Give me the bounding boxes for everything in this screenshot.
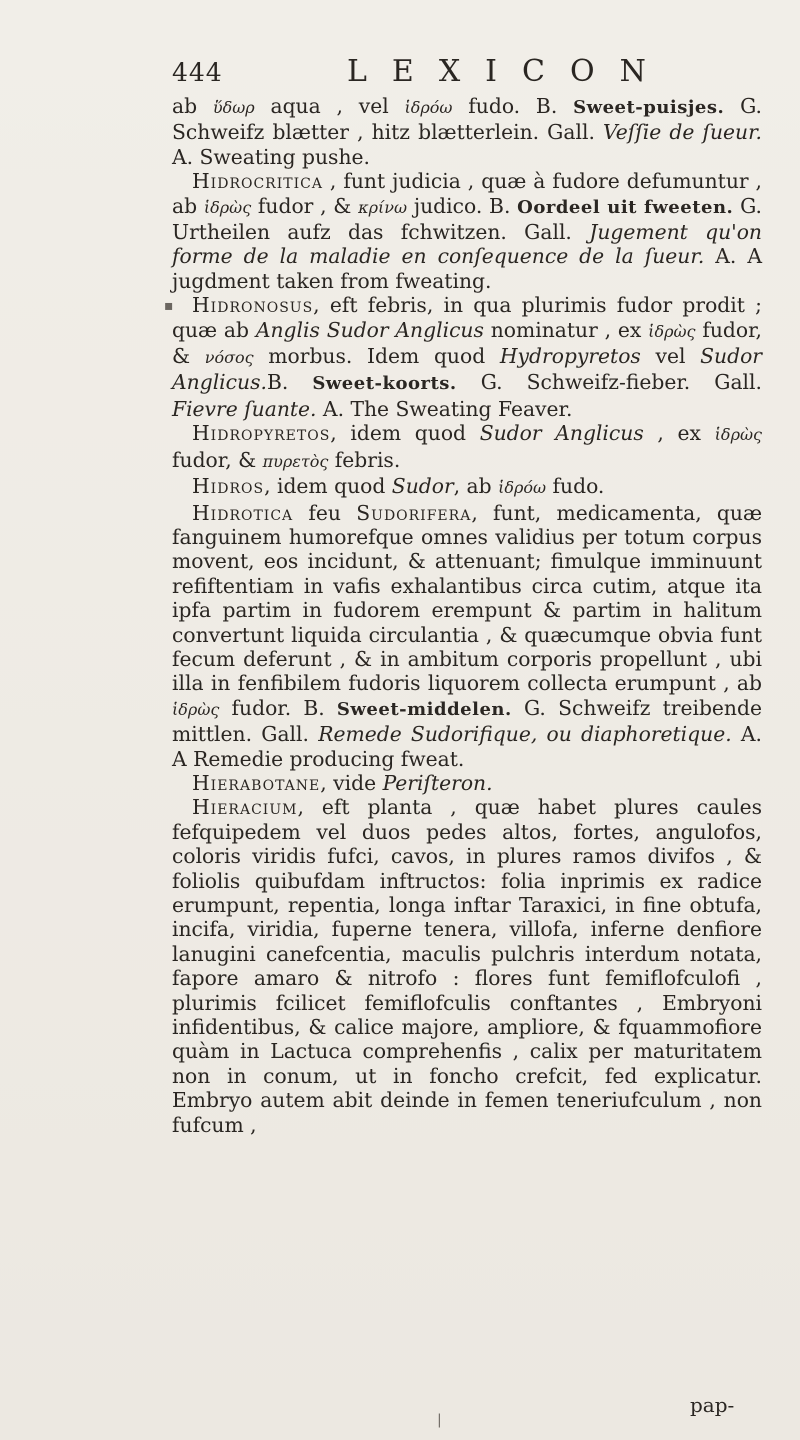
headword: Hidrotica xyxy=(192,500,294,525)
headword: Hierabotane xyxy=(192,770,321,795)
entry-continuation: ab ὕδωρ aqua , vel ἱδρόω fudo. B. Sweet-puisjes. G. Schweifz blætter , hitz blætterlein. Gall. Veſſie de ſueur. A. Sweating pushe. xyxy=(172,94,763,169)
dictionary-text xyxy=(172,94,762,1137)
page-header xyxy=(172,48,762,96)
entry-hidropyretos: Hidropyretos, idem quod Sudor Anglicus , ex ἱδρὼς fudor, & πυρετὸς febris. xyxy=(172,421,762,472)
catchword: pap- xyxy=(690,1393,735,1417)
page-number: 444 xyxy=(172,58,223,87)
headword: Hidrocritica xyxy=(192,169,323,194)
entry-hierabotane: Hierabotane, vide Periſteron. xyxy=(192,770,493,795)
headword: Hieracium xyxy=(192,795,298,820)
entry-hidronosus: Hidronosus, eft febris, in qua plurimis fudor prodit ; quæ ab Anglis Sudor Anglicus nominatur , ex ἱδρὼς fudor, & νόσος morbus. Idem quod Hydropyretos vel Sudor Anglicus.B. Sweet-koorts. G. Schweifz-fieber. Gall. Fievre ſuante. A. The Sweating Feaver. xyxy=(172,293,763,421)
margin-mark: | xyxy=(437,1412,442,1428)
entry-hidros: Hidros, idem quod Sudor, ab ἱδρόω fudo. xyxy=(192,474,605,499)
entry-hieracium: Hieracium, eft planta , quæ habet plures caules fefquipedem vel duos pedes altos, fortes, angulofos, coloris viridis fufci, cavos, in plures ramos divifos , & foliolis quibufdam inftructos: folia inprimis ex radice erumpunt, repentia, longa inftar Taraxici, in fine obtufa, incifa, viridia, fuperne tenera, villofa, inferne denfiore lanugini canefcentia, maculis pulchris interdum notata, fapore amaro & nitrofo : flores funt femiflofculofi , plurimis fcilicet femiflofculis conftantes , Embryoni infidentibus, & calice majore, ampliore, & fquammofiore quàm in Lactuca comprehenfis , calix per maturitatem non in conum, ut in foncho crefcit, fed explicatur. Embryo autem abit deinde in femen teneriufculum , non fufcum , xyxy=(172,795,762,1137)
entry-hidrotica: Hidrotica feu Sudorifera, funt, medicamenta, quæ fanguinem humorefque omnes validius per totum corpus movent, eos incidunt, & attenuant; fimulque imminuunt refiftentiam in vafis exhalantibus circa cutim, atque ita ipfa partim in fudorem erempunt & partim in halitum convertunt liquida circulantia , & quæcumque obvia funt fecum deferunt , & in ambitum corporis propellunt , ubi illa in fenfibilem fudoris liquorem collecta erumpunt , ab ἱδρὼς fudor. B. Sweet-middelen. G. Schweifz treibende mittlen. Gall. Remede Sudorifique, ou diaphoretique. A. A Remedie producing fweat. xyxy=(172,500,763,771)
headword: Hidropyretos xyxy=(192,421,331,446)
headword: Hidronosus xyxy=(192,293,314,318)
headword: Hidros xyxy=(192,474,265,499)
running-title: LEXICON xyxy=(347,54,671,89)
margin-mark: ▪ xyxy=(164,298,174,314)
entry-hidrocritica: Hidrocritica , funt judicia , quæ à fudore defumuntur , ab ἱδρὼς fudor , & κρίνω judico. B. Oordeel uit fweeten. G. Urtheilen aufz das fchwitzen. Gall. Jugement qu'on forme de la maladie en conſequence de la ſueur. A. A jugdment taken from fweating. xyxy=(172,169,762,293)
